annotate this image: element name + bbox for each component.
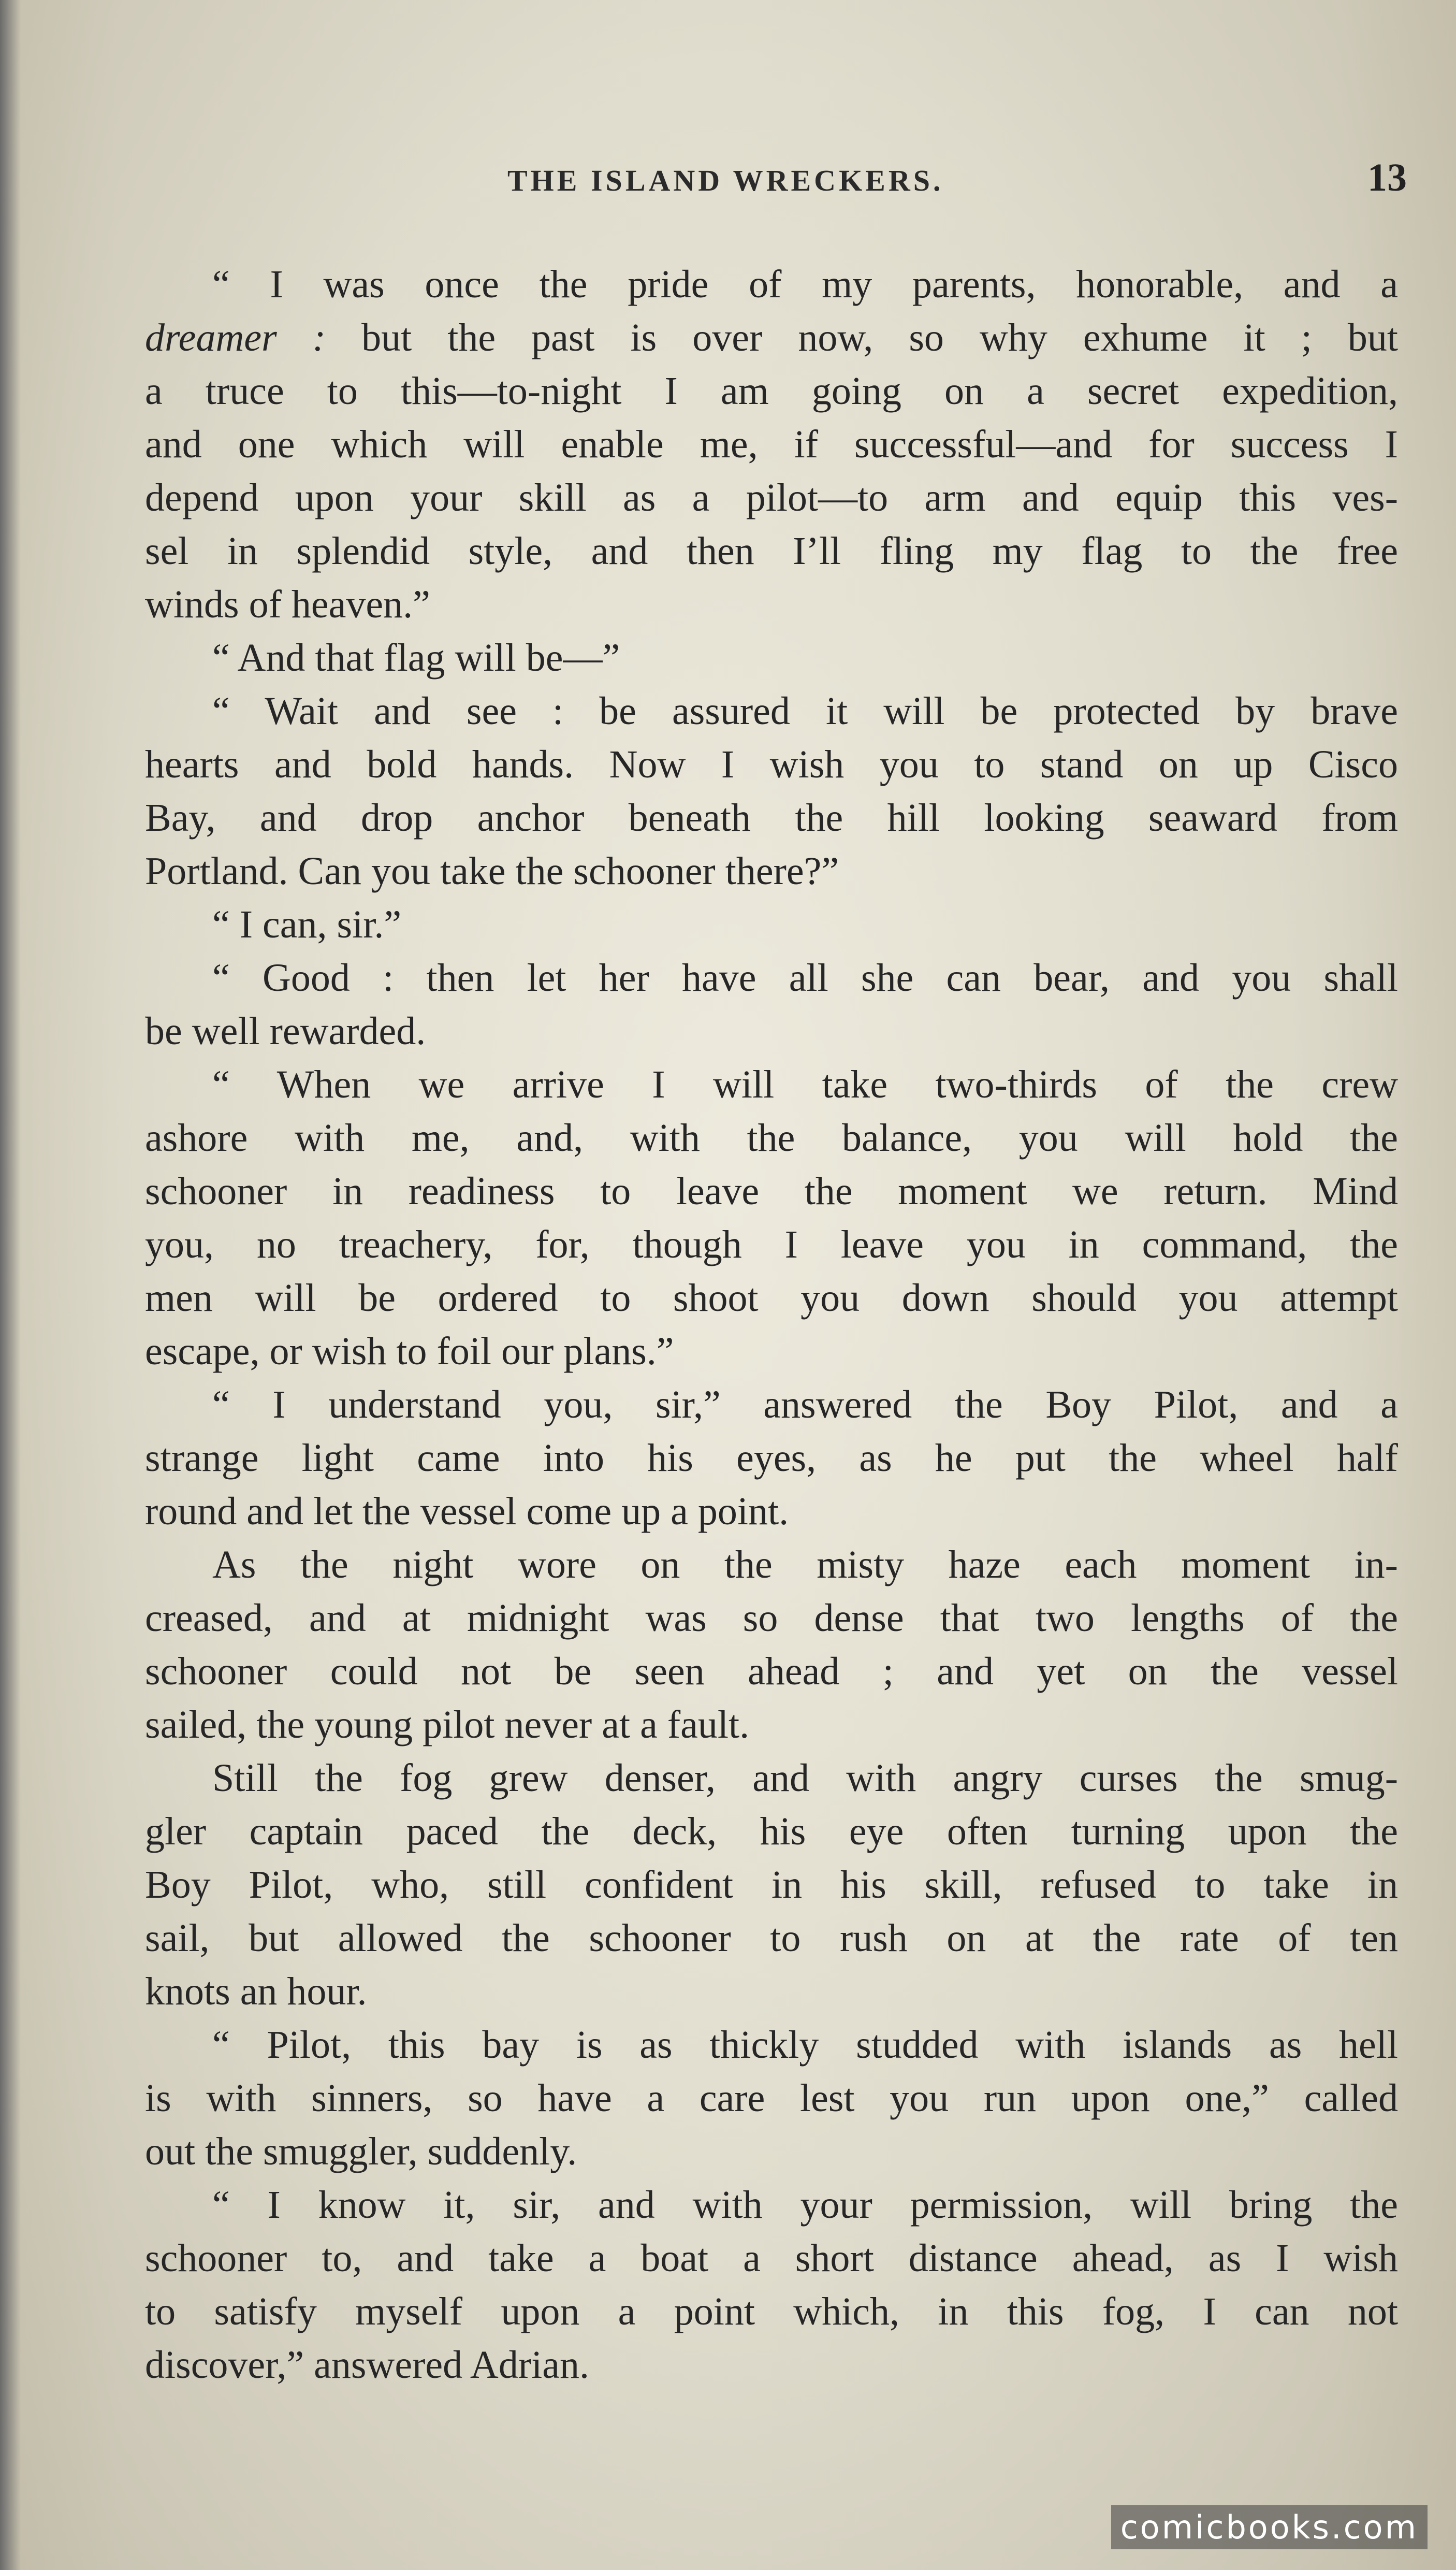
text-line: round and let the vessel come up a point. [145, 1490, 789, 1533]
text-line: dreamer : but the past is over now, so why exhume it ; but [145, 316, 1398, 359]
text-line: schooner to, and take a boat a short distance ahead, as I wish [145, 2236, 1398, 2280]
text-line: creased, and at midnight was so dense that two lengths of the [145, 1596, 1398, 1640]
text-line: Boy Pilot, who, still confident in his skill, refused to take in [145, 1863, 1398, 1907]
text-line: Bay, and drop anchor beneath the hill looking seaward from [145, 796, 1398, 840]
text-line: hearts and bold hands. Now I wish you to stand on up Cisco [145, 743, 1398, 786]
text-line: men will be ordered to shoot you down should you attempt [145, 1276, 1398, 1320]
running-head: THE ISLAND WRECKERS. [507, 164, 944, 197]
text-line: Still the fog grew denser, and with angry curses the smug- [212, 1756, 1398, 1800]
text-line: sailed, the young pilot never at a fault. [145, 1703, 750, 1746]
text-line: sel in splendid style, and then I’ll fling my flag to the free [145, 529, 1398, 573]
paragraph [78, 2178, 1398, 2392]
paragraph [78, 685, 1398, 898]
text-line: ashore with me, and, with the balance, you will hold the [145, 1116, 1398, 1160]
paragraph [78, 258, 1398, 631]
text-line: “ Wait and see : be assured it will be protected by brave [212, 689, 1398, 733]
text-line: to satisfy myself upon a point which, in this fog, I can not [145, 2290, 1398, 2333]
text-line: “ I know it, sir, and with your permission, will bring the [212, 2183, 1398, 2227]
page-number: 13 [1367, 156, 1407, 199]
text-line: “ I was once the pride of my parents, honorable, and a [212, 263, 1398, 306]
text-line: “ Good : then let her have all she can bear, and you shall [212, 956, 1398, 1000]
text-line: “ And that flag will be—” [212, 636, 620, 680]
text-line: knots an hour. [145, 1970, 367, 2013]
text-line: is with sinners, so have a care lest you run upon one,” called [145, 2076, 1398, 2120]
text-line: “ I understand you, sir,” answered the Boy Pilot, and a [212, 1383, 1398, 1426]
text-line: schooner in readiness to leave the moment we return. Mind [145, 1170, 1398, 1213]
paragraph [78, 898, 1398, 951]
text-line: discover,” answered Adrian. [145, 2343, 589, 2387]
paragraph [78, 951, 1398, 1058]
text-line: “ Pilot, this bay is as thickly studded with islands as hell [212, 2023, 1398, 2067]
text-line: “ When we arrive I will take two-thirds of the crew [212, 1063, 1398, 1106]
watermark: comicbooks.com [1111, 2505, 1428, 2549]
paragraph [78, 631, 1398, 685]
text-line: a truce to this—to-night I am going on a secret expedition, [145, 369, 1398, 413]
text-line: out the smuggler, suddenly. [145, 2130, 577, 2173]
text-line: sail, but allowed the schooner to rush on at the rate of ten [145, 1916, 1398, 1960]
text-line: you, no treachery, for, though I leave you in command, the [145, 1223, 1398, 1266]
paragraph [78, 1538, 1398, 1752]
paragraph [78, 1752, 1398, 2018]
text-line: escape, or wish to foil our plans.” [145, 1330, 674, 1373]
page-binding-edge [0, 0, 21, 2570]
text-line: gler captain paced the deck, his eye often turning upon the [145, 1810, 1398, 1853]
body-text [78, 258, 1398, 2392]
paragraph [78, 2018, 1398, 2178]
text-line: strange light came into his eyes, as he put the wheel half [145, 1436, 1398, 1480]
text-line: depend upon your skill as a pilot—to arm and equip this ves- [145, 476, 1398, 519]
paragraph [78, 1058, 1398, 1378]
text-line: As the night wore on the misty haze each moment in- [212, 1543, 1398, 1586]
text-line: and one which will enable me, if successful—and for success I [145, 423, 1398, 466]
text-line: “ I can, sir.” [212, 903, 402, 946]
paragraph [78, 1378, 1398, 1538]
text-line: Portland. Can you take the schooner there?” [145, 849, 839, 893]
text-line: schooner could not be seen ahead ; and yet on the vessel [145, 1650, 1398, 1693]
text-line: winds of heaven.” [145, 583, 430, 626]
text-line: be well rewarded. [145, 1009, 426, 1053]
italic-word: dreamer : [145, 316, 326, 359]
